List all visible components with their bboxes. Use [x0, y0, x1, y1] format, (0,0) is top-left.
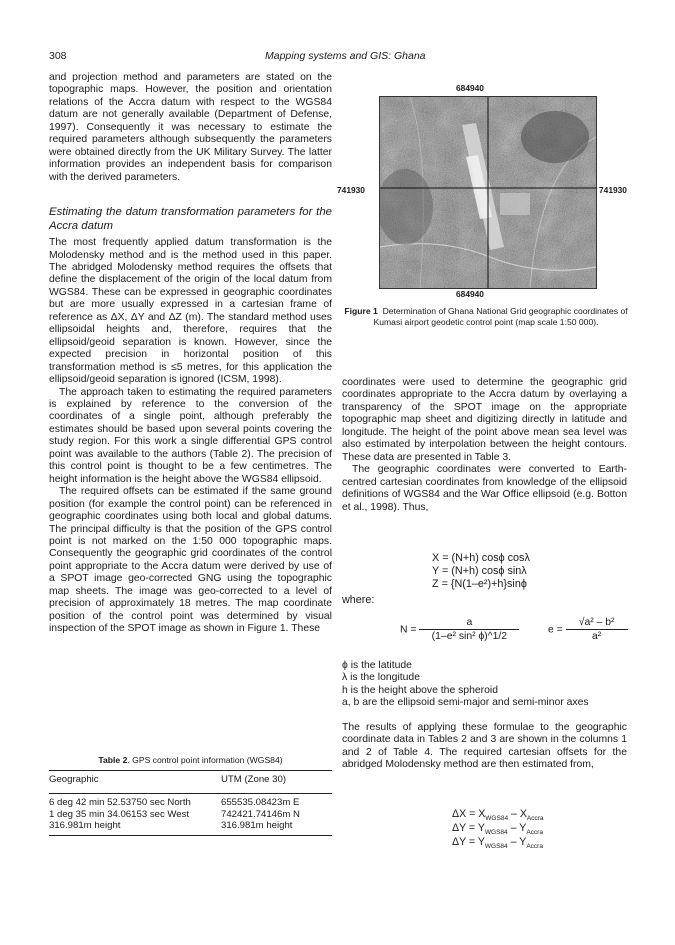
subscript-accra: Accra	[526, 829, 543, 836]
e-lhs: e =	[548, 624, 563, 636]
table-cell: 1 deg 35 min 34.06153 sec West	[49, 808, 190, 820]
table-2-caption	[49, 755, 332, 766]
n-lhs: N =	[400, 624, 417, 636]
vegetation-patch	[521, 111, 589, 163]
table-cell: 742421.74146m N	[221, 808, 300, 820]
figure-left-coordinate: 741930	[337, 185, 365, 195]
table-cell: 655535.08423m E	[221, 797, 300, 808]
table-top-rule	[49, 770, 332, 771]
equation-x: X = (N+h) cosϕ cosλ	[432, 552, 530, 564]
offset-dx	[452, 808, 544, 822]
right-paragraph-1: coordinates were used to determine the geographic grid coordinates appropriate to the Accra datum by overlaying a transparency of the SPOT image on the appropriate topographic map sheet and digitizing directly in latitude and longitude. The height of the point above mean sea level was also estimated by interpolation between the height contours. These data are presented in Table 3.	[342, 377, 627, 463]
offset-dz-lhs: ΔY = Y	[452, 836, 485, 848]
n-fraction	[419, 617, 519, 642]
table-header-rule	[49, 793, 332, 794]
e-denominator: a²	[592, 631, 602, 642]
table-header-geographic: Geographic	[49, 774, 99, 785]
page-number: 308	[49, 50, 67, 62]
running-title: Mapping systems and GIS: Ghana	[265, 50, 426, 62]
figure-1-caption-label: Figure 1	[344, 306, 378, 316]
n-numerator: a	[419, 617, 519, 630]
left-paragraph-3: The approach taken to estimating the required parameters is explained by reference to the conversion of the coordinates of a single point, although preferably the estimates should be based upon several points covering the study region. For this work a single differential GPS control point was available to the authors (Table 2). The precision of this control point is thought to be a few centimetres. The height information is the height above the WGS84 ellipsoid.	[49, 386, 332, 485]
table-row	[49, 797, 332, 809]
e-fraction	[566, 617, 628, 642]
table-row	[49, 820, 332, 832]
subscript-accra: Accra	[526, 843, 543, 850]
subscript-accra: Accra	[526, 815, 544, 822]
table-bottom-rule	[49, 835, 332, 836]
e-numerator: √a² – b²	[566, 617, 628, 630]
figure-right-coordinate: 741930	[599, 185, 627, 195]
spot-image-svg	[380, 97, 596, 288]
offset-dx-lhs: ΔX = X	[452, 808, 486, 820]
right-paragraph-2: The geographic coordinates were converted to Earth-centred cartesian coordinates from knowledge of the ellipsoid definitions of WGS84 and the War Office ellipsoid (e.g. Botton et al., 1998). Thus,	[342, 464, 627, 513]
table-cell: 6 deg 42 min 52.53750 sec North	[49, 797, 191, 808]
figure-top-coordinate: 684940	[456, 83, 484, 93]
left-paragraph-2: The most frequently applied datum transformation is the Molodensky method and is the method used in this paper. The abridged Molodensky method requires the offsets that define the displacement of the origin of the local datum from WGS84. These can be expressed in geographic coordinates but are more usually expressed in a cartesian frame of reference as ΔX, ΔY and ΔZ (m). The standard method uses ellipsoidal heights and, therefore, requires that the ellipsoid/geoid separation is known. However, since the expected precision in horizontal position of this transformation method is ≤5 metres, for this application the ellipsoid/geoid separation is ignored (ICSM, 1998).	[49, 237, 332, 386]
definition-longitude: λ is the longitude	[342, 672, 420, 684]
subscript-wgs84: WGS84	[484, 829, 508, 836]
table-2	[49, 774, 332, 791]
figure-bottom-coordinate: 684940	[456, 289, 484, 299]
subscript-wgs84: WGS84	[485, 815, 509, 822]
definition-latitude: ϕ is the latitude	[342, 660, 412, 671]
equation-y: Y = (N+h) cosϕ sinλ	[432, 565, 527, 577]
definitions	[342, 660, 627, 772]
figure-1-caption-text: Determination of Ghana National Grid geographic coordinates of Kumasi airport geodetic control point (map scale 1:50 000).	[373, 306, 628, 327]
offset-dz-minus: – Y	[507, 836, 527, 848]
left-paragraph-1: and projection method and parameters are stated on the topographic maps. However, the position and orientation relations of the Accra datum with respect to the WGS84 datum are not generally available (Department of Defense, 1997). Consequently it was necessary to estimate the required parameters although subsequently the parameters were obtained directly from the UK Military Survey. The latter information provides an independent basis for comparison with the derived parameters.	[49, 72, 332, 183]
equation-z: Z = {N(1–e²)+h}sinϕ	[432, 578, 527, 590]
e-formula	[548, 617, 628, 642]
offset-dy-lhs: ΔY = Y	[452, 822, 485, 834]
offset-dy-minus: – Y	[507, 822, 527, 834]
offset-dx-minus: – X	[508, 808, 527, 820]
where-label: where:	[342, 594, 375, 606]
table-header-utm: UTM (Zone 30)	[221, 774, 287, 785]
table-cell: 316.981m height	[49, 820, 121, 831]
definition-height: h is the height above the spheroid	[342, 684, 498, 696]
left-column	[49, 72, 332, 636]
subscript-wgs84: WGS84	[484, 843, 508, 850]
n-formula	[400, 617, 519, 642]
table-row	[49, 809, 332, 821]
section-heading: Estimating the datum transformation parameters for the Accra datum	[49, 206, 332, 232]
figure-1-caption	[341, 306, 631, 327]
table-2-caption-label: Table 2	[98, 755, 128, 765]
n-denominator: (1–e² sin² ϕ)^1/2	[431, 631, 508, 642]
table-header-row	[49, 774, 332, 791]
satellite-image	[379, 96, 597, 289]
table-2-caption-text: . GPS control point information (WGS84)	[127, 755, 283, 765]
apron	[500, 193, 530, 215]
table-cell: 316.981m height	[221, 820, 293, 831]
left-paragraph-4: The required offsets can be estimated if the same ground position (for example the control point) can be referenced in geographic coordinates using both local and global datums. The principal difficulty is that the position of the GPS control point is not marked on the 1:50 000 topographic maps. Consequently the geographic grid coordinates of the control point appropriate to the Accra datum were derived by use of a SPOT image geo-corrected GNG using the topographic map sheets. The image was geo-corrected to a level of precision of approximately 18 metres. The map coordinate position of the control point was determined by visual inspection of the SPOT image as shown in Figure 1. These	[49, 486, 332, 635]
offset-dz	[452, 836, 543, 850]
offset-dy	[452, 822, 543, 836]
right-paragraph-3: The results of applying these formulae to the geographic coordinate data in Tables 2 and 3 are shown in the columns 1 and 2 of Table 4. The required cartesian offsets for the abridged Molodensky method are then estimated from,	[342, 721, 627, 771]
table-2-body	[49, 797, 332, 832]
definition-axes: a, b are the ellipsoid semi-major and semi-minor axes	[342, 697, 589, 709]
right-column	[342, 377, 627, 514]
